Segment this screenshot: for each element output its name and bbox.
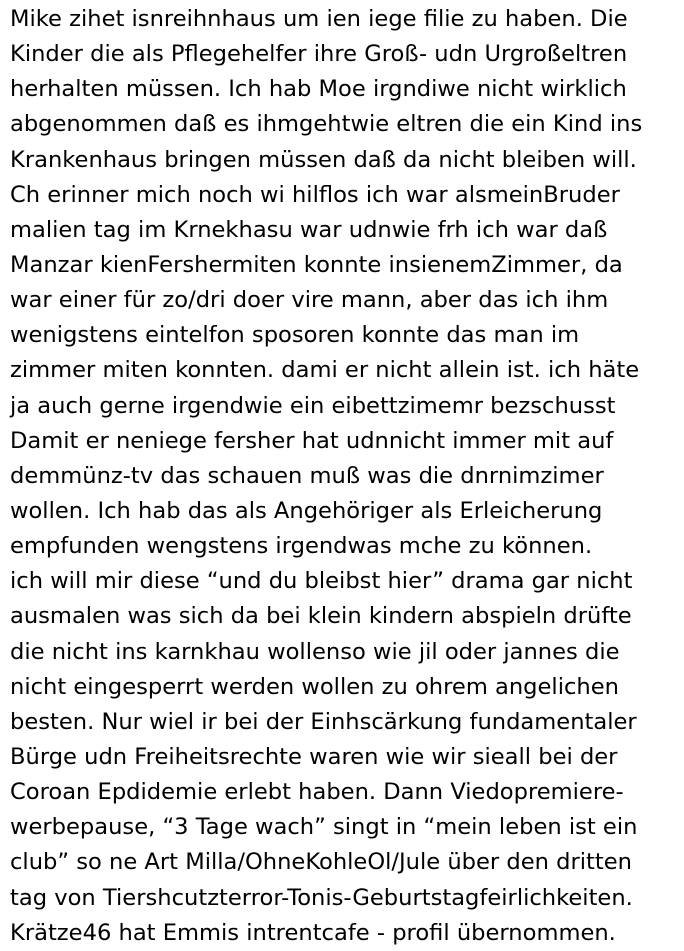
text-line: wenigstens eintelfon sposoren konnte das man im bbox=[10, 322, 580, 349]
text-line: Mike zihet isnreihnhaus um ien iege filie zu haben. Die bbox=[10, 6, 628, 32]
text-line: Kinder die als Pflegehelfer ihre Groß- udn Urgroßeltren bbox=[10, 41, 628, 68]
text-line: werbepause, “3 Tage wach” singt in “mein leben ist ein bbox=[10, 814, 638, 841]
text-line: ausmalen was sich da bei klein kindern abspieln drüfte bbox=[10, 603, 632, 630]
document-text bbox=[10, 2, 682, 951]
text-line: nicht eingesperrt werden wollen zu ohrem angelichen bbox=[10, 673, 619, 700]
text-line: ja auch gerne irgendwie ein eibettzimemr bezschusst bbox=[10, 392, 616, 419]
text-line: Bürge udn Freiheitsrechte waren wie wir sieall bei der bbox=[10, 743, 618, 770]
text-line: Krätze46 hat Emmis intrentcafe - profil übernommen. bbox=[10, 919, 616, 946]
text-line: herhalten müssen. Ich hab Moe irgndiwe nicht wirklich bbox=[10, 76, 627, 103]
text-line: besten. Nur wiel ir bei der Einhscärkung fundamentaler bbox=[10, 708, 637, 735]
text-line: wollen. Ich hab das als Angehöriger als Erleicherung bbox=[10, 497, 603, 524]
text-line: malien tag im Krnekhasu war udnwie frh ich war daß bbox=[10, 216, 608, 243]
text-line: war einer für zo/dri doer vire mann, aber das ich ihm bbox=[10, 287, 609, 314]
text-line: demmünz-tv das schauen muß was die dnrnimzimer bbox=[10, 462, 604, 489]
text-line: Damit er neniege fersher hat udnnicht immer mit auf bbox=[10, 427, 614, 454]
text-line: Coroan Epdidemie erlebt haben. Dann Viedopremiere- bbox=[10, 779, 624, 806]
text-line: club” so ne Art Milla/OhneKohleOl/Jule über den dritten bbox=[10, 849, 632, 876]
text-line: Manzar kienFershermiten konnte insienemZimmer, da bbox=[10, 251, 623, 278]
text-line: abgenommen daß es ihmgehtwie eltren die ein Kind ins bbox=[10, 111, 643, 138]
text-line: empfunden wengstens irgendwas mche zu können. bbox=[10, 533, 593, 560]
text-line: Krankenhaus bringen müssen daß da nicht bleiben will. bbox=[10, 146, 637, 173]
text-line: tag von Tiershcutzterror-Tonis-Geburtstagfeirlichkeiten. bbox=[10, 884, 633, 911]
text-line: ich will mir diese “und du bleibst hier” drama gar nicht bbox=[10, 568, 633, 595]
text-line: Ch erinner mich noch wi hilflos ich war alsmeinBruder bbox=[10, 181, 620, 208]
text-line: zimmer miten konnten. dami er nicht allein ist. ich häte bbox=[10, 357, 640, 384]
text-line: die nicht ins karnkhau wollenso wie jil oder jannes die bbox=[10, 638, 620, 665]
